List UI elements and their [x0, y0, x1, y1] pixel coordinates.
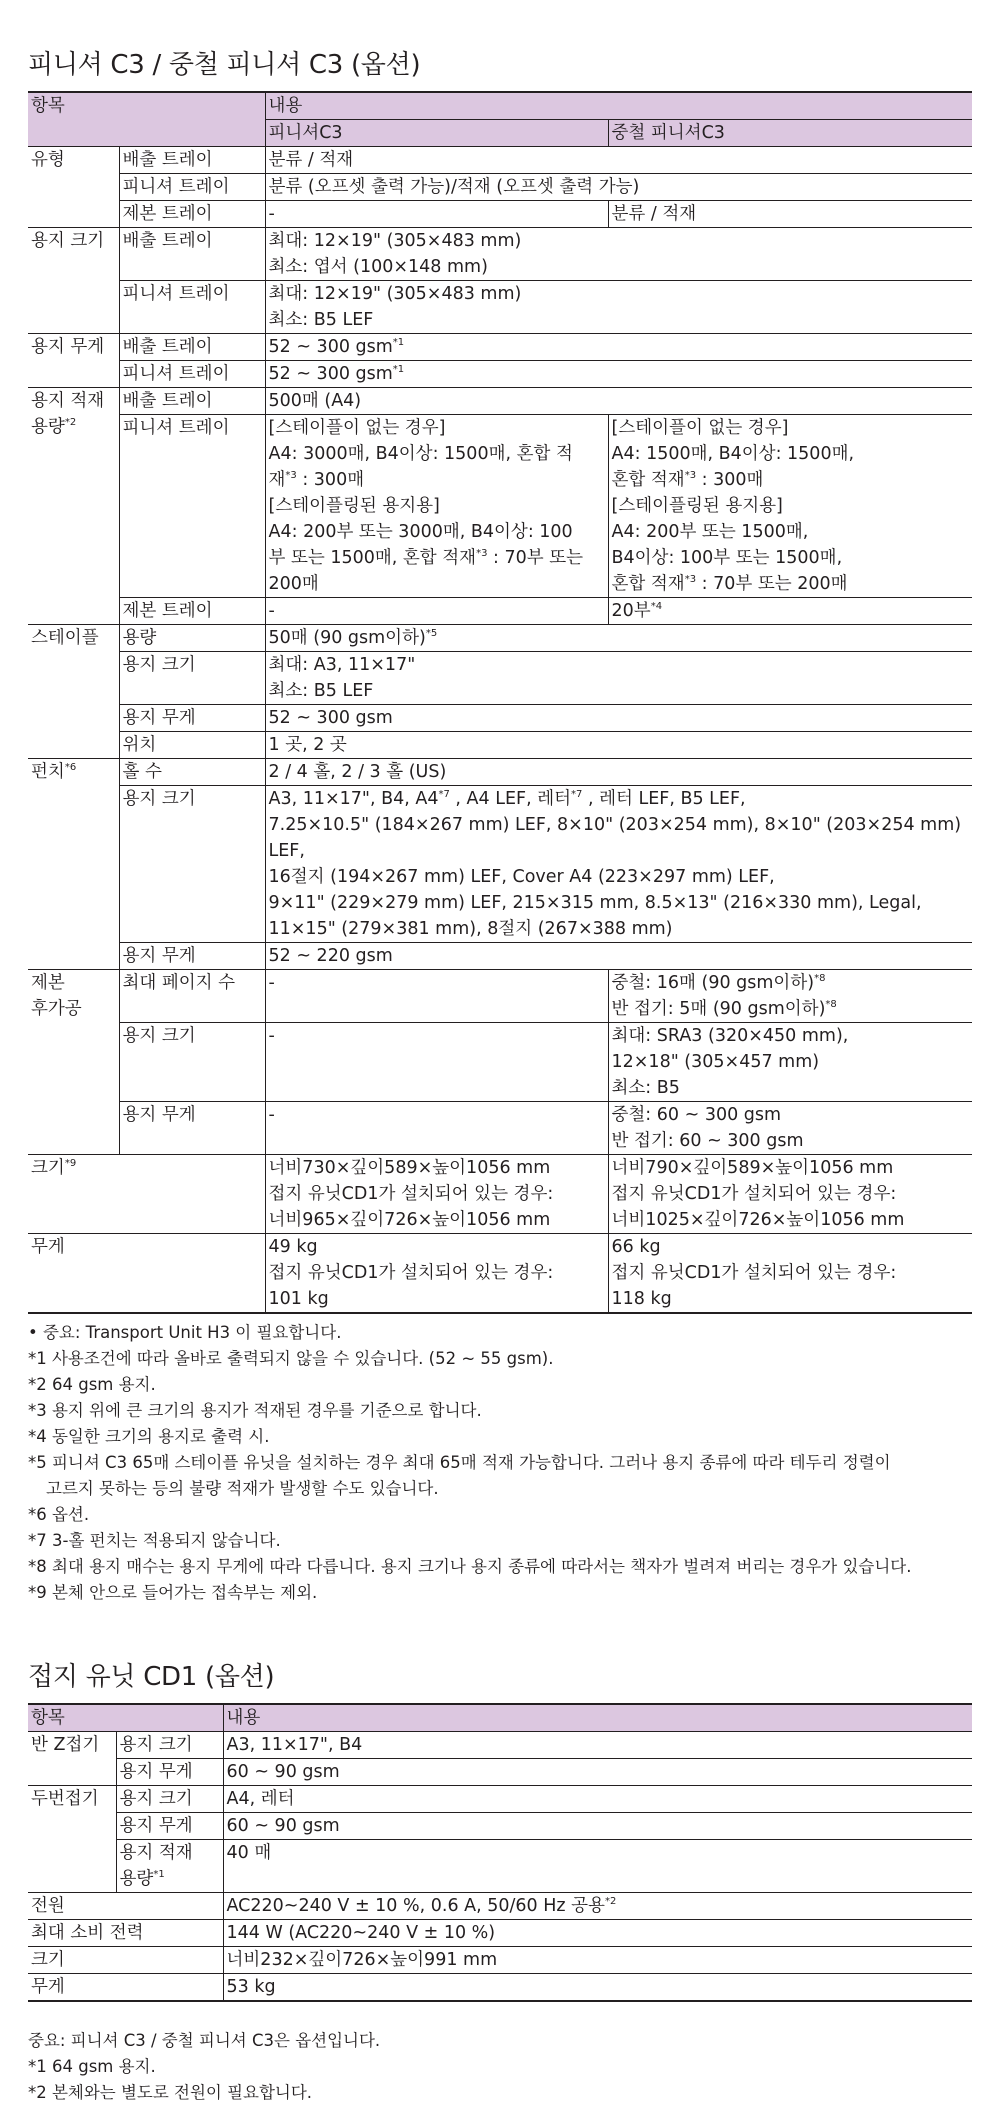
text: 반 접기: 5매 (90 gsm이하)	[611, 999, 826, 1019]
sub-label: 용지 크기	[119, 786, 265, 943]
text: 52 ~ 300 gsm	[268, 337, 393, 357]
text: 용량	[31, 417, 65, 437]
cell-value	[265, 361, 972, 388]
line: 7.25×10.5" (184×267 mm) LEF, 8×10" (203×254 mm), 8×10" (203×254 mm) LEF,	[268, 815, 962, 861]
line	[612, 996, 970, 1022]
cell-value: 60 ~ 90 gsm	[223, 1759, 972, 1786]
sub-label: 제본 트레이	[119, 598, 265, 625]
cell-value: -	[265, 1023, 608, 1102]
footnote-mark: *9	[64, 1158, 77, 1170]
footnote-mark: *1	[392, 337, 405, 349]
line: 최소: B5 LEF	[268, 681, 374, 701]
footnote-mark: *7	[571, 789, 583, 801]
footnote-mark: *2	[604, 1896, 617, 1908]
folding-unit-spec-table	[28, 1703, 972, 2002]
line	[612, 467, 970, 493]
cell-value: -	[265, 201, 608, 228]
footnote: *6 옵션.	[28, 1505, 90, 1524]
row-label-capacity	[28, 388, 119, 625]
text: 50매 (90 gsm이하)	[268, 628, 426, 648]
line	[612, 571, 970, 597]
line: A4: 200부 또는 1500매,	[611, 522, 809, 542]
row-label-dimensions	[28, 1155, 265, 1234]
line: 16절지 (194×267 mm) LEF, Cover A4 (223×297 mm) LEF,	[268, 867, 775, 887]
sub-label: 용지 크기	[116, 1732, 223, 1759]
sub-label: 피니셔 트레이	[119, 174, 265, 201]
cell-value: 53 kg	[223, 1974, 972, 2002]
cell-value: 분류 (오프셋 출력 가능)/적재 (오프셋 출력 가능)	[265, 174, 972, 201]
line: [스테이플링된 용지용]	[611, 496, 783, 516]
cell-value	[265, 652, 972, 705]
cell-value: -	[265, 598, 608, 625]
line: 용지 적재	[31, 391, 105, 411]
line: [스테이플링된 용지용]	[268, 496, 440, 516]
cell-value	[608, 1234, 972, 1314]
cell-value: A3, 11×17", B4	[223, 1732, 972, 1759]
sub-label: 배출 트레이	[119, 147, 265, 174]
line	[269, 786, 970, 812]
text: 혼합 적재	[611, 470, 685, 490]
footnote-mark: *2	[64, 417, 77, 429]
footnote: 고르지 못하는 등의 불량 적재가 발생할 수도 있습니다.	[46, 1479, 439, 1498]
line: 제본	[31, 973, 65, 993]
footnote-mark: *3	[684, 574, 697, 586]
cell-value: A4, 레터	[223, 1786, 972, 1813]
cell-value	[608, 970, 972, 1023]
text: , 레터 LEF, B5 LEF,	[582, 789, 746, 809]
line: 접지 유닛CD1가 설치되어 있는 경우:	[268, 1263, 554, 1283]
text: 중철: 16매 (90 gsm이하)	[611, 973, 815, 993]
cell-value: 60 ~ 90 gsm	[223, 1813, 972, 1840]
footnote-mark: *3	[476, 548, 488, 560]
footnote: *1 64 gsm 용지.	[28, 2057, 156, 2076]
footnote-mark: *8	[825, 999, 837, 1011]
row-label-booklet	[28, 970, 119, 1155]
cell-value	[265, 334, 972, 361]
cell-value	[608, 1102, 972, 1155]
row-label-power: 전원	[28, 1893, 223, 1920]
cell-value: 분류 / 적재	[608, 201, 972, 228]
text: AC220~240 V ± 10 %, 0.6 A, 50/60 Hz 공용	[226, 1896, 605, 1916]
sub-label: 배출 트레이	[119, 228, 265, 281]
line: 101 kg	[268, 1289, 329, 1309]
header-item: 항목	[28, 1704, 223, 1732]
row-label-type: 유형	[28, 147, 119, 228]
cell-value: 너비232×깊이726×높이991 mm	[223, 1947, 972, 1974]
cell-value: 1 곳, 2 곳	[265, 732, 972, 759]
text: 크기	[31, 1158, 65, 1178]
footnote: • 중요: Transport Unit H3 이 필요합니다.	[28, 1323, 342, 1342]
row-label-half-z-fold: 반 Z접기	[28, 1732, 116, 1786]
sub-label: 제본 트레이	[119, 201, 265, 228]
footnotes-finisher	[28, 1320, 972, 1606]
text: 용량	[119, 1869, 154, 1889]
sub-label: 용지 무게	[119, 1102, 265, 1155]
footnote: *1 사용조건에 따라 올바로 출력되지 않을 수 있습니다. (52 ~ 55 gsm).	[28, 1349, 554, 1368]
header-finisher-c3: 피니셔C3	[265, 120, 608, 147]
line: 최대: 12×19" (305×483 mm)	[268, 231, 522, 251]
line: 66 kg	[611, 1237, 661, 1257]
line: 최대: A3, 11×17"	[268, 655, 416, 675]
text: : 300매	[296, 470, 365, 490]
line: A4: 1500매, B4이상: 1500매,	[611, 444, 855, 464]
line	[612, 970, 970, 996]
row-label-max-power: 최대 소비 전력	[28, 1920, 223, 1947]
sub-label: 용지 크기	[116, 1786, 223, 1813]
line: 너비790×깊이589×높이1056 mm	[611, 1158, 894, 1178]
sub-label: 용지 무게	[119, 705, 265, 732]
finisher-spec-table	[28, 91, 972, 1314]
line: 너비1025×깊이726×높이1056 mm	[611, 1210, 905, 1230]
line	[31, 414, 116, 440]
cell-value	[265, 1155, 608, 1234]
sub-label: 최대 페이지 수	[119, 970, 265, 1023]
sub-label: 위치	[119, 732, 265, 759]
footnote-mark: *8	[814, 973, 826, 985]
cell-value	[608, 598, 972, 625]
sub-label: 용지 크기	[119, 652, 265, 705]
cell-value: 40 매	[223, 1840, 972, 1893]
sub-label: 배출 트레이	[119, 334, 265, 361]
header-content: 내용	[223, 1704, 972, 1732]
footnote-mark: *7	[438, 789, 450, 801]
text: 혼합 적재	[611, 574, 685, 594]
line: 접지 유닛CD1가 설치되어 있는 경우:	[611, 1263, 897, 1283]
footnote: *7 3-홀 펀치는 적용되지 않습니다.	[28, 1531, 281, 1550]
text: : 300매	[696, 470, 764, 490]
cell-value	[265, 786, 972, 943]
footnote: *2 본체와는 별도로 전원이 필요합니다.	[28, 2083, 313, 2102]
line	[120, 1866, 220, 1892]
cell-value: 500매 (A4)	[265, 388, 972, 415]
line: A4: 200부 또는 3000매, B4이상: 100	[268, 522, 573, 542]
line: 최대: 12×19" (305×483 mm)	[268, 284, 522, 304]
cell-value	[265, 1234, 608, 1314]
footnote: *2 64 gsm 용지.	[28, 1375, 156, 1394]
sub-label: 홀 수	[119, 759, 265, 786]
line: 후가공	[31, 999, 82, 1019]
line: 접지 유닛CD1가 설치되어 있는 경우:	[268, 1184, 554, 1204]
sub-label: 피니셔 트레이	[119, 361, 265, 388]
cell-value: -	[265, 1102, 608, 1155]
text: A3, 11×17", B4, A4	[268, 789, 439, 809]
row-label-double-fold: 두번접기	[28, 1786, 116, 1893]
header-saddle-finisher-c3: 중철 피니셔C3	[608, 120, 972, 147]
sub-label: 용지 무게	[119, 943, 265, 970]
text: , A4 LEF, 레터	[449, 789, 572, 809]
footnote: 중요: 피니셔 C3 / 중철 피니셔 C3은 옵션입니다.	[28, 2031, 381, 2050]
cell-value-saddle-finisher-c3	[608, 415, 972, 598]
line: 9×11" (229×279 mm) LEF, 215×315 mm, 8.5×13" (216×330 mm), Legal,	[268, 893, 922, 913]
cell-value	[265, 228, 972, 281]
sub-label: 용지 무게	[116, 1759, 223, 1786]
cell-value-finisher-c3	[265, 415, 608, 598]
header-content: 내용	[265, 92, 972, 120]
section-title-finisher: 피니셔 C3 / 중철 피니셔 C3 (옵션)	[28, 50, 421, 80]
line: 중철: 60 ~ 300 gsm	[611, 1105, 782, 1125]
line	[269, 467, 605, 493]
line: 최소: B5	[611, 1078, 680, 1098]
line: 최소: 엽서 (100×148 mm)	[268, 257, 488, 277]
footnote: *4 동일한 크기의 용지로 출력 시.	[28, 1427, 270, 1446]
row-label-paper-size: 용지 크기	[28, 228, 119, 334]
sub-label: 배출 트레이	[119, 388, 265, 415]
footnote-mark: *4	[650, 601, 663, 613]
footnotes-folding-unit	[28, 2028, 972, 2106]
header-item: 항목	[28, 92, 265, 147]
line: B4이상: 100부 또는 1500매,	[611, 548, 843, 568]
footnote: *5 피니셔 C3 65매 스테이플 유닛을 설치하는 경우 최대 65매 적재 가능합니다. 그러나 용지 종류에 따라 테두리 정렬이	[28, 1453, 891, 1472]
text: 재	[268, 470, 286, 490]
footnote-mark: *1	[153, 1869, 165, 1881]
cell-value	[608, 1023, 972, 1102]
text: : 70부 또는 200매	[696, 574, 848, 594]
cell-value: 2 / 4 홀, 2 / 3 홀 (US)	[265, 759, 972, 786]
line: 너비965×깊이726×높이1056 mm	[268, 1210, 551, 1230]
sub-label: 용지 무게	[116, 1813, 223, 1840]
sub-label: 용지 크기	[119, 1023, 265, 1102]
section-title-folding-unit: 접지 유닛 CD1 (옵션)	[28, 1662, 275, 1692]
row-label-punch	[28, 759, 119, 970]
line: 12×18" (305×457 mm)	[611, 1052, 820, 1072]
text: : 70부 또는	[487, 548, 584, 568]
row-label-weight: 무게	[28, 1974, 223, 2002]
text: 20부	[611, 601, 651, 621]
cell-value: -	[265, 970, 608, 1023]
line: 200매	[268, 574, 319, 594]
cell-value	[608, 1155, 972, 1234]
row-label-staple: 스테이플	[28, 625, 119, 759]
cell-value: 52 ~ 220 gsm	[265, 943, 972, 970]
cell-value: 분류 / 적재	[265, 147, 972, 174]
line: 118 kg	[611, 1289, 672, 1309]
line: 최대: SRA3 (320×450 mm),	[611, 1026, 849, 1046]
cell-value	[265, 625, 972, 652]
line: 용지 적재	[119, 1843, 193, 1863]
row-label-weight: 무게	[28, 1234, 265, 1314]
sub-label: 피니셔 트레이	[119, 415, 265, 598]
row-label-paper-weight: 용지 무게	[28, 334, 119, 388]
line	[269, 545, 605, 571]
line: 최소: B5 LEF	[268, 310, 374, 330]
footnote-mark: *6	[64, 762, 77, 774]
footnote: *9 본체 안으로 들어가는 접속부는 제외.	[28, 1583, 318, 1602]
cell-value	[265, 281, 972, 334]
footnote-mark: *5	[425, 628, 438, 640]
footnote-mark: *3	[684, 470, 697, 482]
line: 접지 유닛CD1가 설치되어 있는 경우:	[611, 1184, 897, 1204]
sub-label: 용량	[119, 625, 265, 652]
footnote-mark: *3	[285, 470, 297, 482]
line: [스테이플이 없는 경우]	[268, 418, 446, 438]
line: 너비730×깊이589×높이1056 mm	[268, 1158, 551, 1178]
line: 반 접기: 60 ~ 300 gsm	[611, 1131, 804, 1151]
sub-label: 피니셔 트레이	[119, 281, 265, 334]
cell-value: 52 ~ 300 gsm	[265, 705, 972, 732]
sub-label	[116, 1840, 223, 1893]
footnote: *8 최대 용지 매수는 용지 무게에 따라 다릅니다. 용지 크기나 용지 종류에 따라서는 책자가 벌려져 버리는 경우가 있습니다.	[28, 1557, 912, 1576]
text: 부 또는 1500매, 혼합 적재	[268, 548, 477, 568]
cell-value: 144 W (AC220~240 V ± 10 %)	[223, 1920, 972, 1947]
line: 11×15" (279×381 mm), 8절지 (267×388 mm)	[268, 919, 673, 939]
row-label-size: 크기	[28, 1947, 223, 1974]
line: 49 kg	[268, 1237, 318, 1257]
line: A4: 3000매, B4이상: 1500매, 혼합 적	[268, 444, 573, 464]
footnote-mark: *1	[392, 364, 405, 376]
line: [스테이플이 없는 경우]	[611, 418, 789, 438]
cell-value	[223, 1893, 972, 1920]
text: 52 ~ 300 gsm	[268, 364, 393, 384]
footnote: *3 용지 위에 큰 크기의 용지가 적재된 경우를 기준으로 합니다.	[28, 1401, 482, 1420]
text: 펀치	[31, 762, 65, 782]
